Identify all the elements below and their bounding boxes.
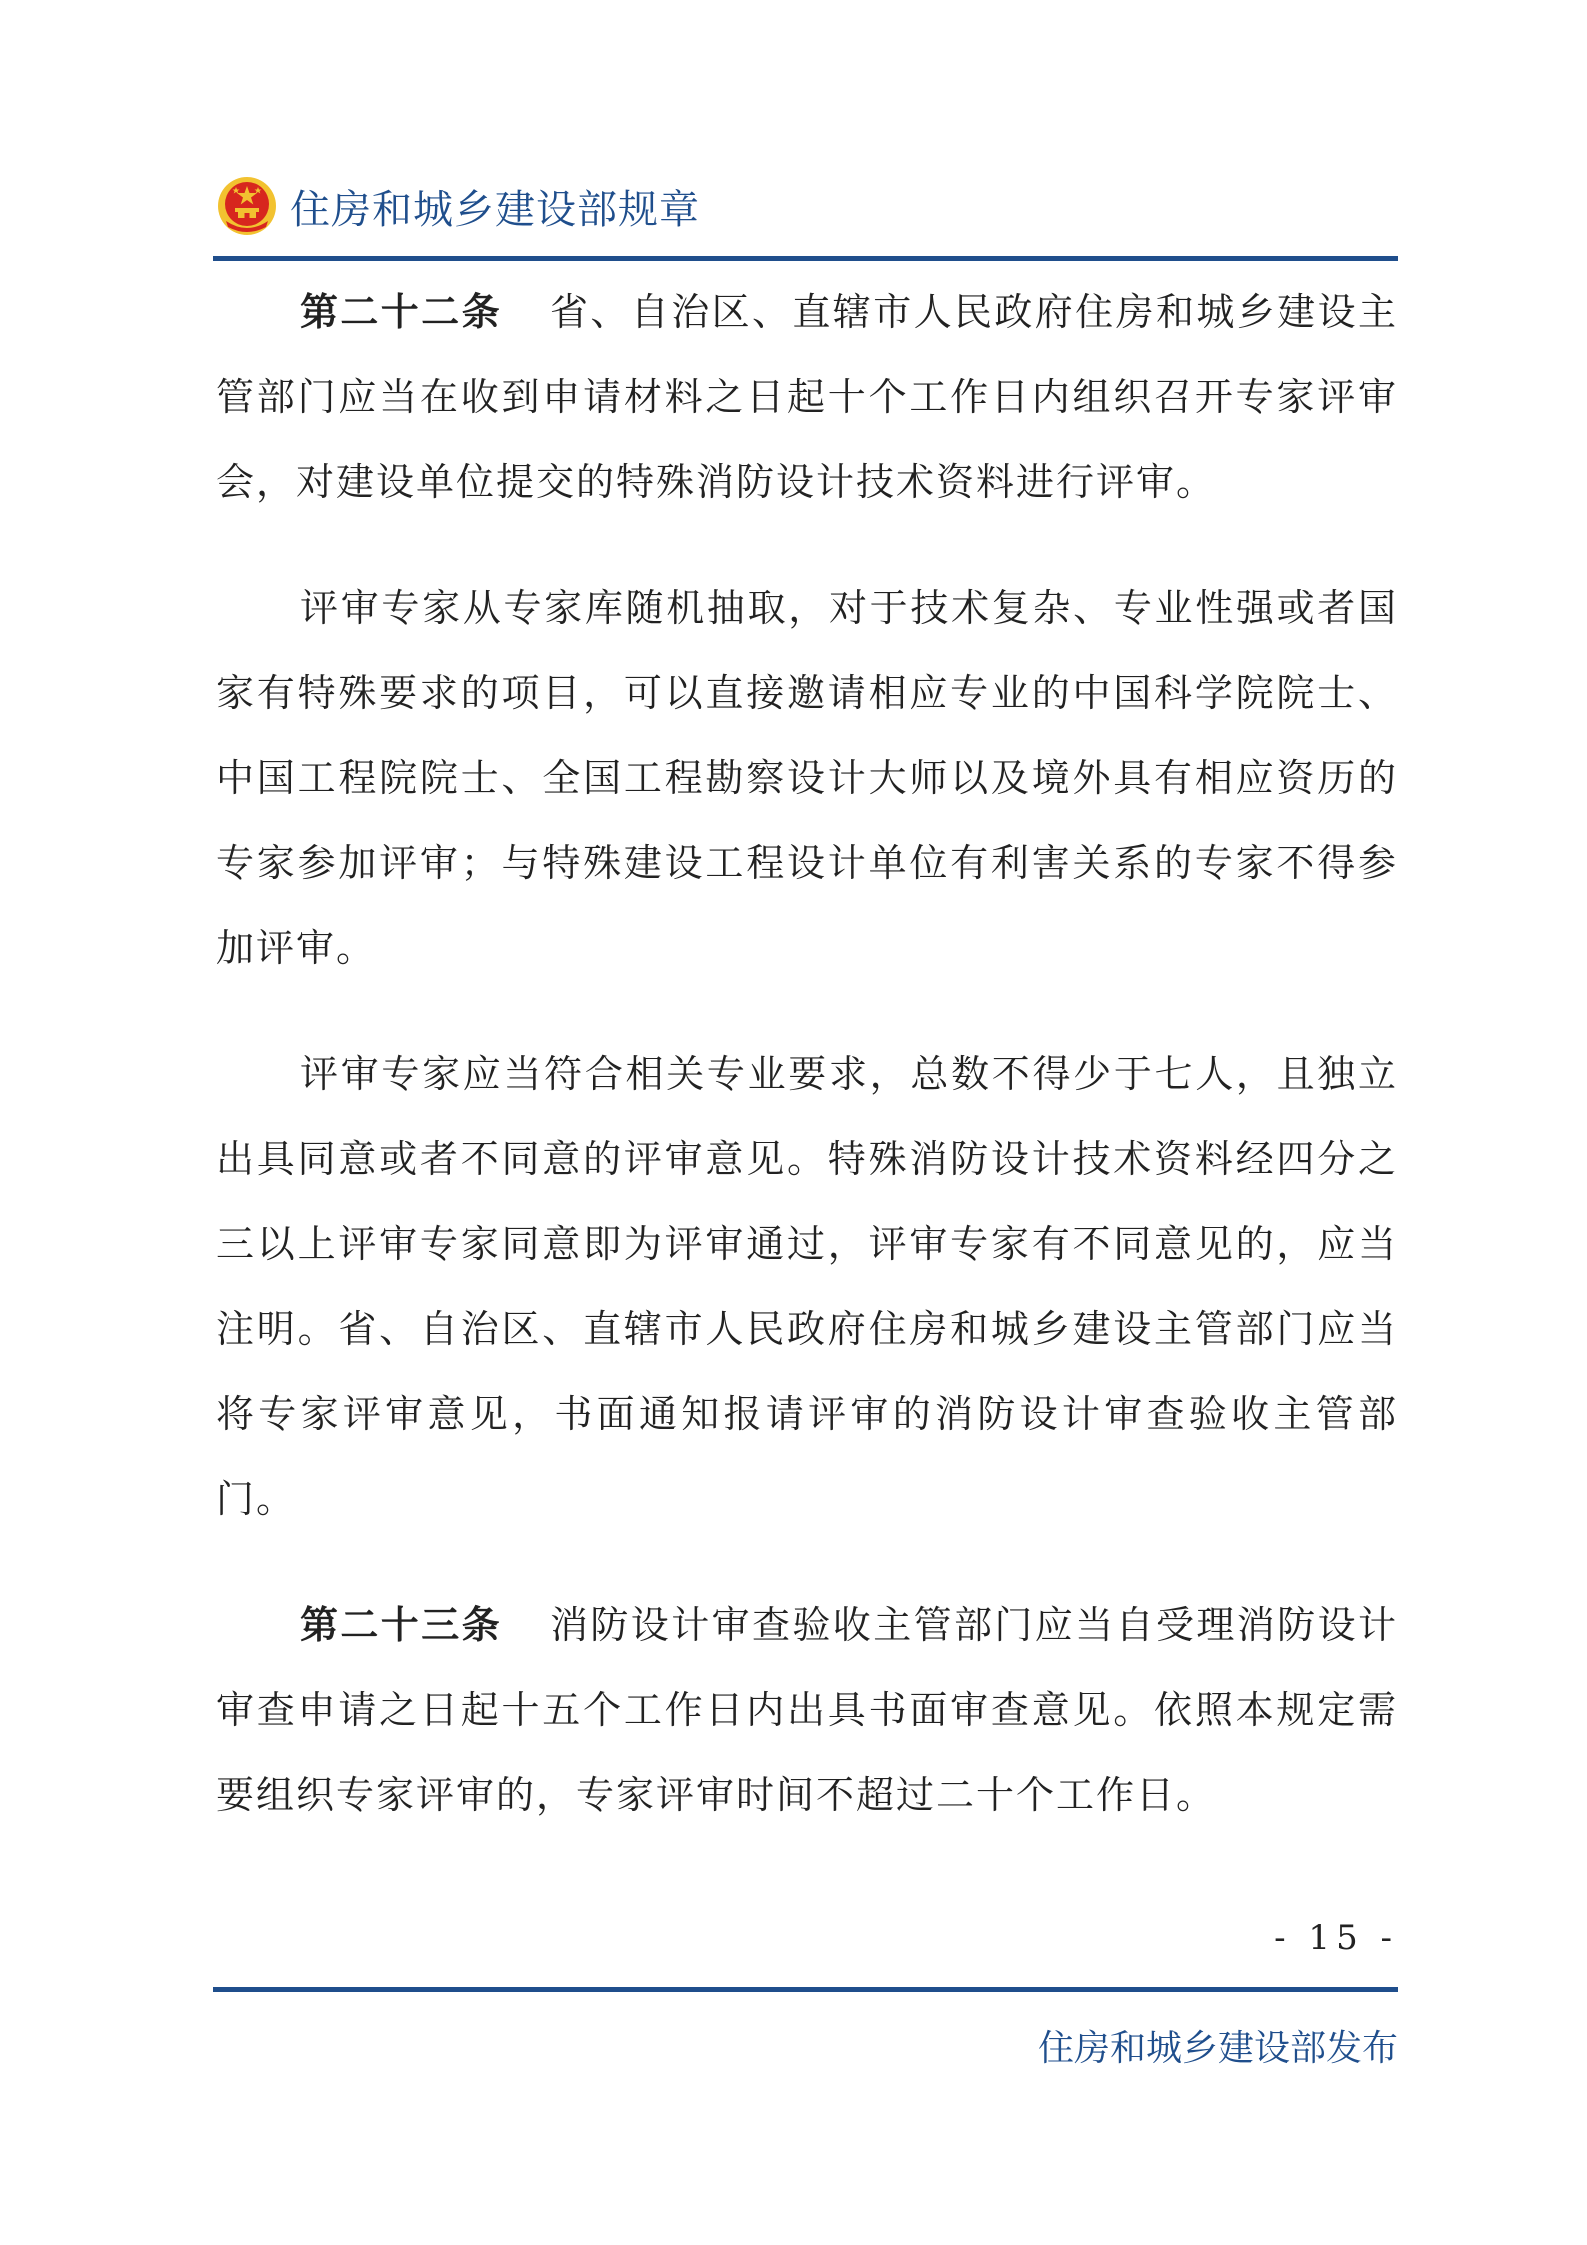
page-header xyxy=(216,168,700,244)
article-text: 消防设计审查验收主管部门应当自受理消防设计审查申请之日起十五个工作日内出具书面审查意见。依照本规定需要组织专家评审的，专家评审时间不超过二十个工作日。 xyxy=(216,1603,1398,1817)
article-heading: 第二十二条 xyxy=(300,290,502,334)
article-text: 省、自治区、直辖市人民政府住房和城乡建设主管部门应当在收到申请材料之日起十个工作日内组织召开专家评审会，对建设单位提交的特殊消防设计技术资料进行评审。 xyxy=(216,290,1398,504)
document-body xyxy=(216,270,1398,1879)
footer-divider xyxy=(213,1987,1398,1992)
article-23-paragraph xyxy=(216,1583,1398,1838)
footer-publisher: 住房和城乡建设部发布 xyxy=(1037,2028,1398,2069)
article-heading: 第二十三条 xyxy=(300,1603,502,1647)
header-title: 住房和城乡建设部规章 xyxy=(290,186,700,233)
national-emblem-icon xyxy=(216,175,278,237)
page-number: - 15 - xyxy=(1274,1918,1398,1958)
body-paragraph: 评审专家应当符合相关专业要求，总数不得少于七人，且独立出具同意或者不同意的评审意见。特殊消防设计技术资料经四分之三以上评审专家同意即为评审通过，评审专家有不同意见的，应当注明。省、自治区、直辖市人民政府住房和城乡建设主管部门应当将专家评审意见，书面通知报请评审的消防设计审查验收主管部门。 xyxy=(216,1052,1398,1521)
article-22-paragraph xyxy=(216,270,1398,525)
header-divider xyxy=(213,256,1398,261)
body-paragraph: 评审专家从专家库随机抽取，对于技术复杂、专业性强或者国家有特殊要求的项目，可以直接邀请相应专业的中国科学院院士、中国工程院院士、全国工程勘察设计大师以及境外具有相应资历的专家参加评审；与特殊建设工程设计单位有利害关系的专家不得参加评审。 xyxy=(216,586,1398,970)
